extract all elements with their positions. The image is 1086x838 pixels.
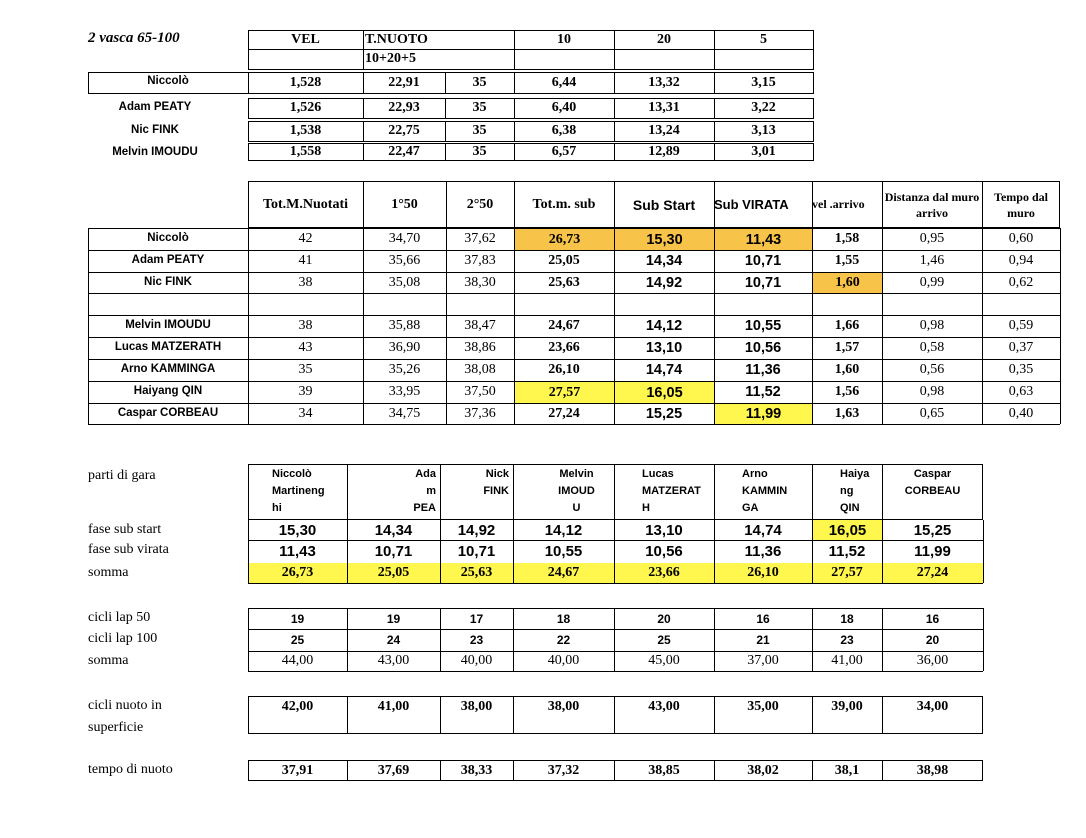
table2-cell: 25,63	[548, 274, 580, 290]
athlete-name: Melvin IMOUDU	[112, 146, 198, 158]
table3-row-label: somma	[88, 565, 129, 580]
table2-cell: 27,24	[548, 405, 580, 421]
table3-row-label: fase sub virata	[88, 542, 169, 557]
table3-header-divider	[513, 464, 514, 520]
table4-cell: 40,00	[547, 653, 580, 668]
table3-col-divider	[983, 563, 984, 583]
table2-cell: 0,98	[919, 318, 945, 333]
table2-cell: 41	[298, 253, 313, 268]
table2-col-divider	[1060, 381, 1061, 403]
table1-cell-extra: 35	[472, 100, 487, 115]
table4-col-divider	[983, 651, 984, 671]
table3-cell: 27,57	[831, 565, 863, 580]
table4-row-label: cicli lap 100	[88, 631, 158, 646]
table1-cell-vel: 1,558	[289, 143, 322, 159]
table1-cell-c5: 3,15	[751, 74, 776, 90]
table1-cell-c5: 3,22	[751, 100, 776, 115]
table3-cell: 10,55	[544, 543, 583, 560]
table6-cell: 37,32	[547, 762, 580, 778]
table2-header-0: Tot.M.Nuotati	[262, 196, 349, 212]
table3-cell: 10,71	[457, 543, 496, 560]
athlete-column-name: H	[642, 502, 650, 514]
table2-cell: 38,30	[464, 274, 496, 290]
table3-cell: 10,71	[374, 543, 413, 560]
table1-cell-c5: 3,01	[751, 143, 776, 159]
table6-cell: 38,98	[916, 762, 949, 778]
table3-cell: 11,52	[828, 543, 866, 560]
table3-row-label: fase sub start	[88, 522, 162, 537]
table2-cell: 14,34	[645, 253, 683, 269]
table2-cell: 27,57	[515, 382, 614, 403]
table4-cell: 44,00	[281, 653, 314, 668]
table2-cell: 34,75	[388, 405, 421, 421]
table1-header-bottom	[248, 69, 814, 70]
table2-header-6: vel .arrivo	[812, 197, 865, 211]
table5-label-line2: superficie	[88, 720, 144, 735]
table2-cell	[446, 293, 514, 315]
table3-header-divider	[347, 464, 348, 520]
table4-cell: 25	[657, 633, 671, 647]
table2-cell: 13,10	[645, 340, 683, 356]
athlete-column-name: Caspar	[913, 468, 952, 480]
table3-header-divider	[614, 464, 615, 520]
athlete-name: Arno KAMMINGA	[120, 363, 216, 375]
table2-cell: 10,55	[744, 318, 782, 334]
table2-cell: 35,88	[388, 318, 421, 333]
table1-header-20: 20	[657, 31, 671, 47]
table4-cell: 36,00	[916, 653, 949, 668]
table2-header-1: 1°50	[391, 196, 418, 212]
table2-header-8: Tempo dal muro	[994, 189, 1048, 220]
table1-header-5: 5	[760, 31, 767, 47]
table2-cell	[363, 293, 446, 315]
table1-cell-c20: 13,32	[648, 74, 680, 90]
table4-cell: 37,00	[747, 653, 779, 668]
table3-header-divider	[812, 464, 813, 520]
table5-cell: 43,00	[648, 699, 680, 714]
table2-cell: 0,63	[1008, 384, 1034, 399]
athlete-name: Caspar CORBEAU	[117, 407, 219, 419]
table4-row-line	[248, 671, 983, 672]
table2-cell: 0,56	[919, 362, 945, 377]
table3-cell: 23,66	[648, 565, 680, 580]
athlete-column-name: Niccolò	[272, 468, 312, 480]
table6-cell: 38,85	[648, 762, 680, 778]
table3-cell: 24,67	[547, 565, 580, 580]
table2-cell: 23,66	[548, 340, 580, 355]
table4-cell: 22	[556, 633, 571, 647]
table2-cell: 1,66	[834, 318, 860, 333]
table1-row-bottom	[248, 141, 814, 142]
table3-cell: 11,99	[914, 543, 951, 560]
table2-cell: 10,56	[744, 340, 782, 356]
table4-cell: 25	[290, 633, 305, 647]
table4-col-divider	[983, 629, 984, 651]
table2-col-divider	[1060, 228, 1061, 250]
table4-cell: 16	[756, 611, 770, 626]
table1-cell-c10: 6,40	[551, 100, 577, 115]
table1-cell-c20: 12,89	[648, 143, 680, 159]
table2-header-7: Distanza dal muro arrivo	[884, 189, 980, 220]
table1-row-bottom	[88, 93, 814, 94]
table2-cell: 15,25	[645, 405, 683, 422]
table2-cell	[514, 293, 614, 315]
table3-header-divider	[882, 464, 883, 520]
athlete-column-name: IMOUD	[558, 485, 595, 497]
table3-cell: 27,24	[916, 565, 949, 580]
table3-col-divider	[983, 520, 984, 540]
table3-cell: 16,05	[813, 520, 882, 540]
table1-cell-extra: 35	[472, 74, 487, 90]
table2-cell: 26,73	[515, 229, 614, 250]
table4-col-divider	[983, 608, 984, 629]
table5-cell: 39,00	[831, 699, 863, 714]
table2-col-divider	[1060, 315, 1061, 337]
table1-cell-tnuoto: 22,47	[388, 143, 420, 159]
table2-cell: 42	[298, 231, 313, 246]
table2-cell	[248, 293, 363, 315]
athlete-column-name: Nick	[485, 468, 509, 480]
table2-cell: 11,36	[745, 362, 781, 378]
table2-cell: 1,57	[834, 340, 860, 355]
table2-cell: 0,62	[1008, 274, 1034, 290]
athlete-name: Melvin IMOUDU	[125, 319, 211, 331]
table2-cell: 16,05	[615, 382, 714, 403]
table3-cell: 13,10	[645, 521, 683, 539]
table2-cell: 0,40	[1008, 405, 1034, 421]
athlete-name: Niccolò	[147, 75, 189, 87]
table2-cell: 34,70	[388, 231, 421, 246]
table1-cell-c10: 6,38	[551, 123, 577, 138]
table4-cell: 21	[756, 633, 770, 647]
athlete-column-name: GA	[742, 502, 759, 514]
athlete-column-name: PEA	[413, 502, 436, 514]
table2-cell: 38,86	[464, 340, 496, 355]
table3-cell: 15,30	[278, 521, 317, 539]
athlete-column-name: Ada	[415, 468, 436, 480]
table2-cell: 37,50	[464, 384, 496, 399]
table1-header-divider	[813, 30, 814, 69]
table2-cell: 1,60	[834, 362, 860, 377]
athlete-column-name: Haiya	[840, 468, 870, 480]
table4-cell: 17	[469, 611, 484, 626]
table3-cell: 15,25	[913, 521, 952, 539]
table3-row-line	[248, 583, 983, 584]
table2-cell: 26,10	[548, 362, 580, 377]
table2-cell: 0,35	[1008, 362, 1034, 377]
table2-cell: 0,59	[1008, 318, 1034, 333]
athlete-name: Nic FINK	[131, 124, 179, 136]
table1-col-divider	[813, 143, 814, 160]
table2-cell: 37,36	[464, 405, 496, 421]
table2-cell: 38	[298, 274, 313, 290]
table2-cell: 11,43	[715, 229, 812, 250]
table2-cell: 0,94	[1008, 253, 1034, 268]
table5-cell: 42,00	[281, 699, 314, 714]
table2-cell: 15,30	[615, 229, 714, 250]
table3-cell: 14,12	[544, 521, 583, 539]
table2-cell: 35,66	[388, 253, 421, 268]
table3-cell: 25,05	[377, 565, 410, 580]
table1-cell-c10: 6,57	[551, 143, 577, 159]
table2-cell: 0,98	[919, 384, 945, 399]
table1-cell-tnuoto: 22,93	[388, 100, 420, 115]
athlete-column-name: hi	[272, 502, 282, 514]
athlete-column-name: QIN	[840, 502, 860, 514]
table5-cell: 34,00	[916, 699, 949, 714]
table2-header-4: Sub Start	[632, 196, 696, 213]
table3-cell: 25,63	[460, 565, 493, 580]
table1-cell-vel: 1,538	[289, 123, 322, 138]
table2-col-divider	[1060, 403, 1061, 424]
table1-header-tnuoto: T.NUOTO	[365, 31, 428, 47]
table2-cell	[882, 293, 982, 315]
table2-cell: 34	[298, 405, 313, 421]
table2-cell: 1,55	[834, 253, 860, 268]
table2-cell: 1,60	[813, 273, 882, 293]
table2-cell: 0,58	[919, 340, 945, 355]
table2-col-divider	[1060, 359, 1061, 381]
table4-cell: 41,00	[831, 653, 863, 668]
table5-cell: 38,00	[547, 699, 580, 714]
athlete-column-name: KAMMIN	[742, 485, 788, 497]
table2-header-3: Tot.m. sub	[532, 196, 596, 212]
table2-row-line	[88, 424, 1060, 425]
athlete-name: Adam PEATY	[131, 254, 205, 266]
table4-cell: 40,00	[460, 653, 493, 668]
athlete-name: Nic FINK	[144, 276, 192, 288]
table6-cell: 38,1	[834, 762, 860, 778]
table1-row-bottom	[248, 118, 814, 119]
athlete-column-name: Martineng	[272, 485, 325, 497]
table2-cell	[614, 293, 714, 315]
table2-header-5: Sub VIRATA	[714, 197, 789, 212]
table1-cell-c20: 13,31	[648, 100, 680, 115]
table2-col-divider	[1060, 293, 1061, 315]
table2-cell: 10,71	[744, 253, 782, 269]
table2-cell: 38	[298, 318, 313, 333]
table4-cell: 23	[469, 633, 484, 647]
table4-cell: 24	[386, 633, 401, 647]
table3-header-divider	[440, 464, 441, 520]
table1-col-divider	[813, 98, 814, 118]
table1-cell-c5: 3,13	[751, 123, 776, 138]
athlete-column-name: MATZERAT	[642, 485, 701, 497]
table1-cell-c10: 6,44	[551, 74, 577, 90]
athlete-name: Niccolò	[147, 232, 189, 244]
table2-cell: 0,99	[919, 274, 945, 290]
table3-cell: 14,92	[457, 521, 496, 539]
table2-cell: 37,62	[464, 231, 496, 246]
table5-label-line1: cicli nuoto in	[88, 698, 162, 713]
table1-col-divider	[813, 121, 814, 141]
table2-cell: 14,92	[645, 274, 683, 291]
table1-title: 2 vasca 65-100	[88, 30, 180, 46]
table2-row-left	[88, 293, 89, 315]
table2-cell: 38,47	[464, 318, 496, 333]
table2-col-divider	[1060, 337, 1061, 359]
table2-cell: 0,37	[1008, 340, 1034, 355]
table4-cell: 23	[840, 633, 854, 647]
table2-cell: 0,60	[1008, 231, 1034, 246]
athlete-column-name: FINK	[483, 485, 509, 497]
table4-row-label: cicli lap 50	[88, 610, 151, 625]
table1-cell-vel: 1,528	[289, 74, 322, 90]
table3-cell: 10,56	[645, 543, 683, 560]
athlete-name: Adam PEATY	[118, 101, 192, 113]
table1-header-10: 10	[557, 31, 571, 47]
table6-cell: 38,33	[460, 762, 493, 778]
table2-cell: 35,26	[388, 362, 421, 377]
table2-cell: 36,90	[388, 340, 421, 355]
table1-subheader: 10+20+5	[365, 51, 416, 66]
table2-cell: 38,08	[464, 362, 496, 377]
table4-cell: 19	[386, 611, 401, 626]
table4-cell: 20	[925, 633, 940, 647]
athlete-column-name: Melvin	[559, 468, 594, 480]
table2-cell	[812, 293, 882, 315]
table5-cell: 38,00	[460, 699, 493, 714]
table2-cell: 10,71	[744, 274, 782, 291]
table2-cell: 0,95	[919, 231, 945, 246]
table1-col-divider	[813, 72, 814, 93]
table3-cell: 11,36	[744, 543, 782, 560]
table1-cell-extra: 35	[472, 123, 487, 138]
table1-header-vel: VEL	[291, 31, 320, 47]
table3-label: parti di gara	[88, 468, 156, 483]
table4-cell: 18	[556, 611, 571, 626]
table1-cell-tnuoto: 22,75	[388, 123, 420, 138]
athlete-column-name: Arno	[742, 468, 768, 480]
table6-cell: 37,69	[377, 762, 410, 778]
athlete-column-name: U	[572, 502, 581, 514]
table2-cell: 1,46	[919, 253, 945, 268]
table2-cell: 24,67	[548, 318, 580, 333]
table1-header-divider	[363, 30, 364, 69]
table2-cell: 35	[298, 362, 313, 377]
table2-cell: 11,52	[745, 384, 781, 400]
table2-cell: 1,63	[834, 405, 860, 421]
table6-cell: 37,91	[281, 762, 314, 778]
table3-col-divider	[983, 540, 984, 563]
table4-row-label: somma	[88, 653, 129, 668]
table2-col-divider	[1060, 250, 1061, 272]
table5-cell: 35,00	[747, 699, 779, 714]
table2-cell	[714, 293, 812, 315]
table4-cell: 43,00	[377, 653, 410, 668]
table1-cell-extra: 35	[472, 143, 487, 159]
athlete-name: Lucas MATZERATH	[114, 341, 222, 353]
athlete-column-name: m	[426, 485, 436, 497]
table1-cell-vel: 1,526	[289, 100, 322, 115]
table2-cell: 33,95	[388, 384, 421, 399]
table2-header-2: 2°50	[466, 196, 494, 212]
table2-cell: 25,05	[548, 253, 580, 268]
table2-cell: 14,74	[645, 362, 683, 378]
table5-cell: 41,00	[377, 699, 410, 714]
table2-cell	[982, 293, 1060, 315]
table3-cell: 26,10	[747, 565, 779, 580]
athlete-name: Haiyang QIN	[133, 385, 203, 397]
table3-cell: 26,73	[281, 565, 314, 580]
athlete-column-name: Lucas	[642, 468, 674, 480]
table2-cell: 37,83	[464, 253, 496, 268]
table4-cell: 16	[925, 611, 940, 626]
table2-cell: 14,12	[645, 318, 683, 334]
table2-cell: 35,08	[388, 274, 421, 290]
table3-cell: 14,34	[374, 521, 413, 539]
table4-cell: 45,00	[648, 653, 680, 668]
table6-cell: 38,02	[747, 762, 779, 778]
table2-cell: 11,99	[715, 404, 812, 424]
table2-col-divider	[1060, 272, 1061, 293]
table1-row-bottom	[248, 160, 814, 161]
table6-label: tempo di nuoto	[88, 762, 173, 777]
table2-cell: 1,58	[834, 231, 860, 246]
table1-cell-tnuoto: 22,91	[388, 74, 420, 90]
athlete-column-name: CORBEAU	[904, 485, 961, 497]
table4-cell: 19	[290, 611, 305, 626]
table1-header-mid	[248, 49, 814, 50]
table4-cell: 20	[657, 611, 671, 626]
athlete-column-name: ng	[840, 485, 854, 497]
table3-header-divider	[714, 464, 715, 520]
table2-cell: 43	[298, 340, 313, 355]
table4-cell: 18	[840, 611, 854, 626]
table2-cell: 1,56	[834, 384, 860, 399]
table2-cell: 39	[298, 384, 313, 399]
table3-cell: 11,43	[279, 543, 316, 560]
table2-cell: 0,65	[919, 405, 945, 421]
table3-cell: 14,74	[744, 521, 782, 539]
table1-cell-c20: 13,24	[648, 123, 680, 138]
